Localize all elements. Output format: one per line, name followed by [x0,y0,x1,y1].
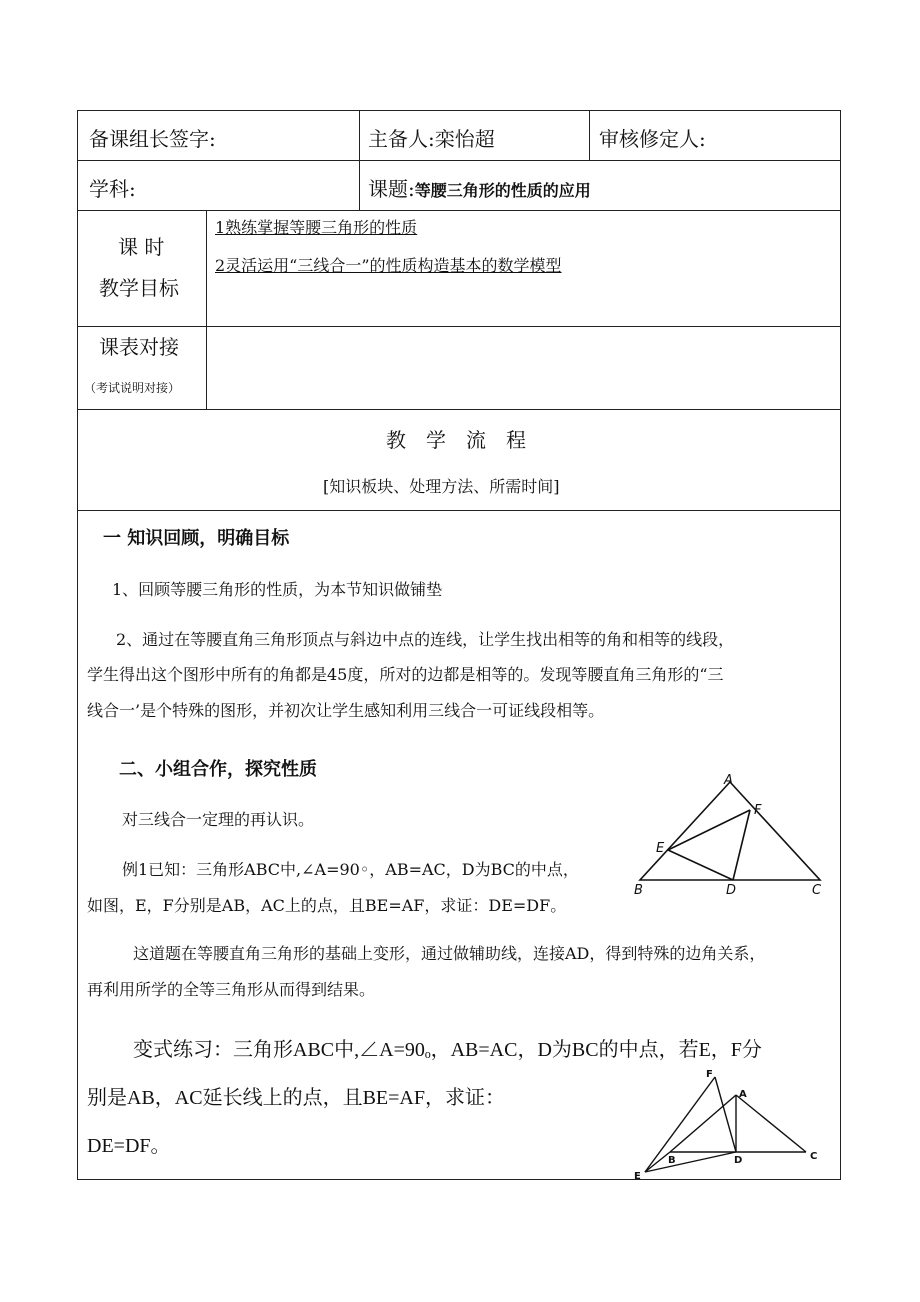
subject-label: 学科: [89,177,136,201]
preparer-label: 主备人:栾怡超 [368,127,495,151]
standards-sublabel: （考试说明对接） [84,381,181,395]
figure2-label-a: A [739,1089,747,1100]
section2-heading: 二、小组合作，探究性质 [119,759,317,780]
section1-p2-line3: 线合一’是个特殊的图形，并初次让学生感知利用三线合一可证线段相等。 [87,701,605,720]
flow-title: 教 学 流 程 [386,428,526,452]
figure-triangle-abc-1 [630,770,830,900]
objective-item-1: 1熟练掌握等腰三角形的性质 [215,218,418,237]
row-divider [77,409,841,410]
section1-p1: 1、回顾等腰三角形的性质，为本节知识做铺垫 [112,580,443,599]
row-divider [77,510,841,511]
figure1-label-d: D [726,883,737,898]
figure2-label-f: F [706,1069,713,1080]
topic-label: 课题: [368,177,415,201]
flow-subtitle: [知识板块、处理方法、所需时间] [323,477,560,496]
variant-line1-text: 变式练习：三角形ABC中,∠A=90ₒ，AB=AC，D为BC的中点，若E，F分 [133,1039,762,1061]
objective-item-2: 2灵活运用“三线合一”的性质构造基本的数学模型 [215,256,562,275]
figure2-label-c: C [810,1151,818,1162]
leader-sign-label: 备课组长签字: [89,127,216,151]
reviewer-label: 审核修定人: [599,127,706,151]
variant-line3: DE=DF。 [87,1135,171,1157]
segment-fd [733,810,750,880]
figure1-label-a: A [724,773,733,788]
figure1-label-b: B [634,883,643,898]
segment-ac [736,1095,806,1152]
col-divider [359,110,360,210]
segment-fd [715,1077,736,1152]
figure2-label-b: B [668,1155,676,1166]
example1-line2: 如图，E，F分别是AB，AC上的点，且BE=AF，求证：DE=DF。 [87,896,567,915]
row-divider [77,210,841,211]
section1-p2-line2: 学生得出这个图形中所有的角都是45度，所对的边都是相等的。发现等腰直角三角形的“三 [87,665,724,684]
figure2-label-e: E [634,1171,641,1182]
section2-intro: 对三线合一定理的再认识。 [122,810,315,829]
segment-ef [668,810,750,850]
objectives-label-line1: 课 时 [118,235,165,259]
example1-line1: 例1已知：三角形ABC中,∠A=90◦，AB=AC，D为BC的中点， [122,860,579,879]
figure1-label-f: F [754,803,762,818]
row-divider [77,160,841,161]
section1-p2-line1: 2、通过在等腰直角三角形顶点与斜边中点的连线，让学生找出相等的角和相等的线段， [116,630,735,649]
figure1-label-c: C [812,883,822,898]
analysis-line2: 再利用所学的全等三角形从而得到结果。 [87,980,376,999]
triangle-abc [640,782,820,880]
section1-heading: 一 知识回顾，明确目标 [103,528,290,549]
figure-triangle-abc-2 [630,1065,830,1185]
segment-ed [645,1152,736,1172]
row-divider [77,326,841,327]
segment-ed [668,850,733,880]
topic-line [368,173,591,202]
analysis-line1: 这道题在等腰直角三角形的基础上变形，通过做辅助线，连接AD，得到特殊的边角关系， [133,944,766,963]
figure2-label-d: D [734,1155,743,1166]
topic-value: 等腰三角形的性质的应用 [414,181,591,200]
variant-line2: 别是AB，AC延长线上的点，且BE=AF，求证： [87,1087,505,1109]
standards-label: 课表对接 [99,335,179,359]
segment-fe [645,1077,715,1172]
col-divider [589,110,590,160]
col-divider [206,210,207,409]
objectives-label-line2: 教学目标 [99,276,179,300]
figure1-label-e: E [656,841,665,856]
